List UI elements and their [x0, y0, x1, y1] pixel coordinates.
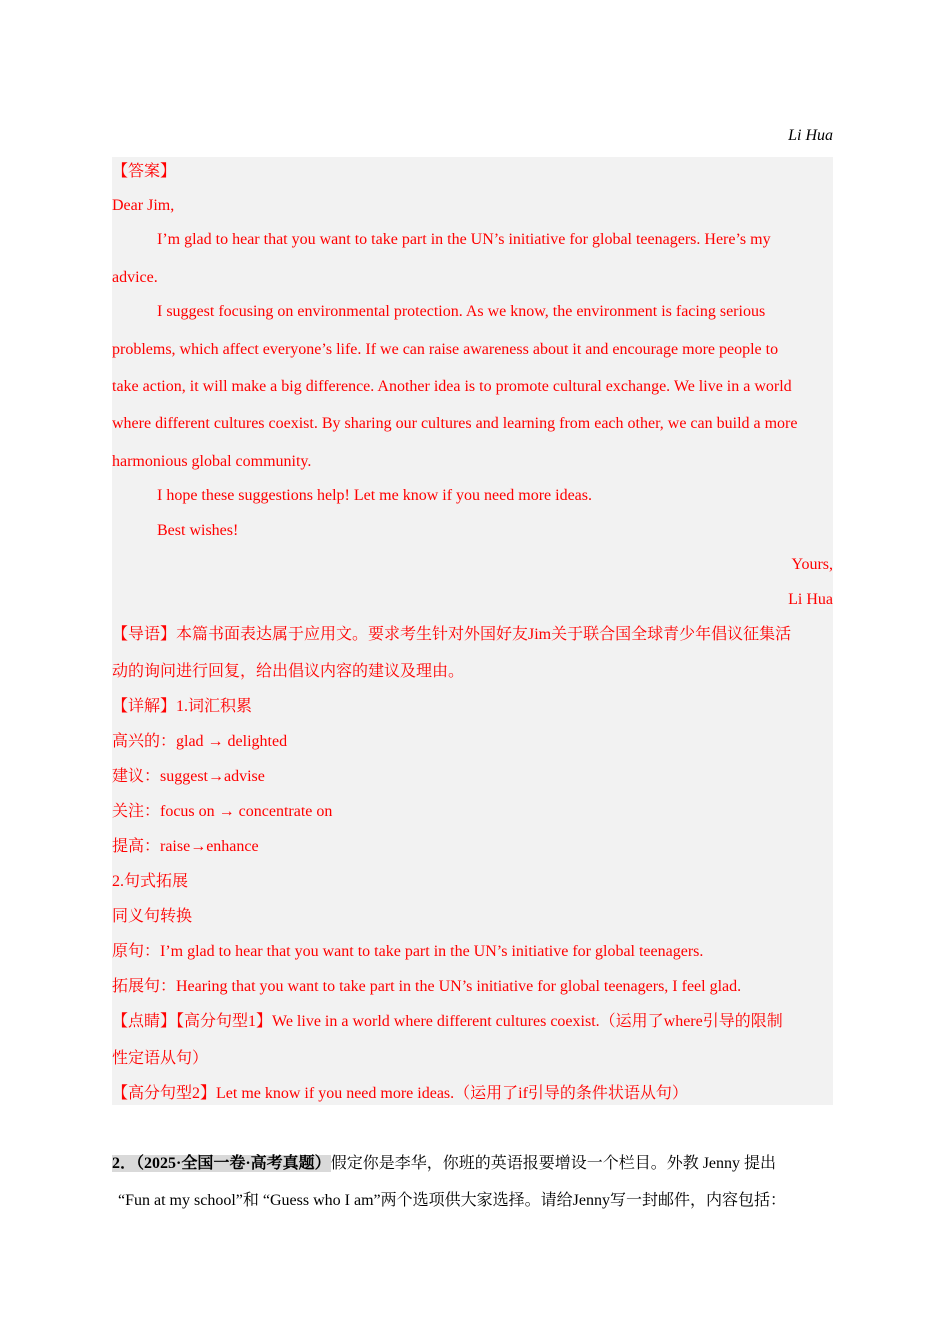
vocab-item: 关注：focus on → concentrate on [112, 803, 333, 820]
top-signature: Li Hua [788, 127, 833, 144]
question-2-line-1 [112, 1154, 776, 1174]
closing: Best wishes! [157, 522, 239, 539]
salutation: Dear Jim, [112, 197, 175, 214]
question-2-tag: 2．（2025·全国一卷·高考真题） [112, 1155, 331, 1172]
expanded-sentence: 拓展句：Hearing that you want to take part in the UN’s initiative for global teenagers, I feel glad. [112, 978, 742, 995]
section-2-header: 2.句式拓展 [112, 873, 189, 890]
detail-header: 【详解】1.词汇积累 [112, 698, 253, 715]
paragraph-1-line-2: advice. [112, 269, 158, 286]
vocab-item: 提高：raise→enhance [112, 838, 259, 855]
highlight-line-3: 【高分句型2】Let me know if you need more ideas.（运用了if引导的条件状语从句） [112, 1085, 688, 1102]
vocab-item: 建议：suggest→advise [112, 768, 265, 785]
question-2-line-2: “Fun at my school”和 “Guess who I am”两个选项供大家选择。请给Jenny写一封邮件，内容包括： [118, 1192, 786, 1209]
vocab-item: 高兴的：glad → delighted [112, 733, 288, 750]
paragraph-2-line-4: where different cultures coexist. By sharing our cultures and learning from each other, we can build a more [112, 415, 798, 432]
highlight-line-1: 【点睛】【高分句型1】We live in a world where different cultures coexist.（运用了where引导的限制 [112, 1013, 783, 1030]
guide-line-2: 动的询问进行回复，给出倡议内容的建议及理由。 [112, 663, 465, 680]
yours: Yours, [791, 556, 833, 573]
paragraph-3: I hope these suggestions help! Let me know if you need more ideas. [157, 487, 592, 504]
question-2-prompt: 假定你是李华，你班的英语报要增设一个栏目。外教 Jenny 提出 [330, 1155, 777, 1172]
highlight-line-2: 性定语从句） [112, 1050, 209, 1067]
paragraph-1-line-1: I’m glad to hear that you want to take part in the UN’s initiative for global teenagers. Here’s my [157, 231, 771, 248]
paragraph-2-line-2: problems, which affect everyone’s life. If we can raise awareness about it and encourage more people to [112, 341, 779, 358]
guide-line-1: 【导语】本篇书面表达属于应用文。要求考生针对外国好友Jim关于联合国全球青少年倡议征集活 [112, 626, 792, 643]
answer-tag: 【答案】 [112, 163, 177, 180]
paragraph-2-line-1: I suggest focusing on environmental protection. As we know, the environment is facing serious [157, 303, 766, 320]
paragraph-2-line-5: harmonious global community. [112, 453, 312, 470]
synonym-subheader: 同义句转换 [112, 908, 193, 925]
letter-signature: Li Hua [788, 591, 833, 608]
paragraph-2-line-3: take action, it will make a big difference. Another idea is to promote cultural exchange. We live in a world [112, 378, 792, 395]
original-sentence: 原句：I’m glad to hear that you want to take part in the UN’s initiative for global teenagers. [112, 943, 704, 960]
